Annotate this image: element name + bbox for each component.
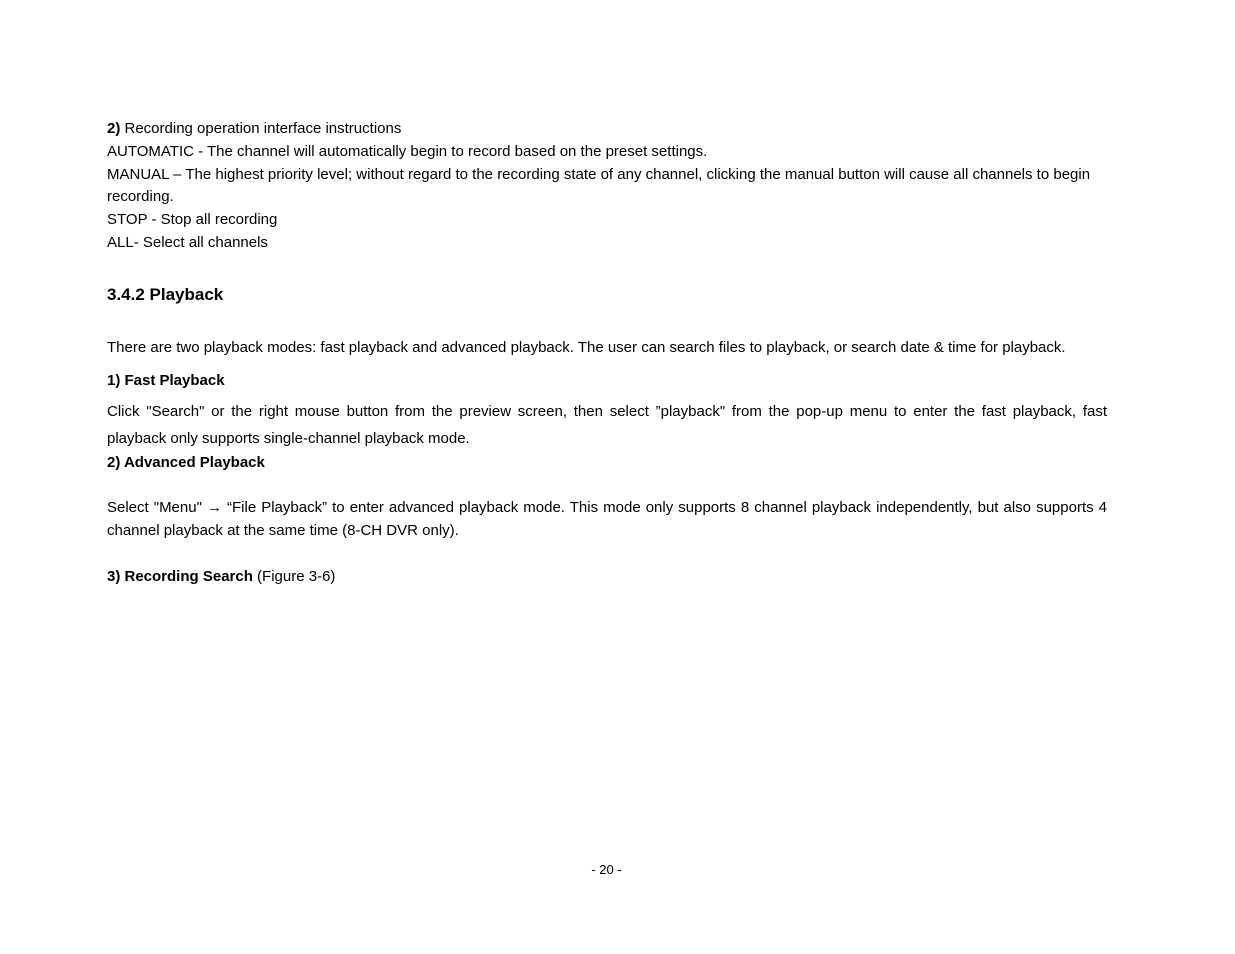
recording-search-line [107, 566, 1107, 589]
all-description: ALL- Select all channels [107, 233, 268, 251]
recording-ops-label [107, 118, 1107, 141]
section-intro: There are two playback modes: fast playback and advanced playback. The user can search files to playback, or search date & time for playback. [107, 338, 1066, 356]
fast-playback-text: Click "Search" or the right mouse button from the preview screen, then select ”playback" from the pop-up menu to enter the fast playback, fast playback only supports single-channel playback mode. [107, 403, 1107, 448]
fast-playback-title: 1) Fast Playback [107, 371, 225, 389]
recording-ops-number: 2) [107, 120, 121, 137]
recording-search-title: 3) Recording Search [107, 567, 253, 585]
section-heading: 3.4.2 Playback [107, 284, 224, 304]
page-number: - 20 - [591, 862, 622, 877]
recording-search-figure-ref: (Figure 3-6) [252, 567, 336, 585]
recording-ops-title: Recording operation interface instructions [120, 120, 402, 137]
document-page [107, 118, 1107, 589]
advanced-playback-text: Select "Menu" → “File Playback” to enter advanced playback mode. This mode only supports 8 channel playback independently, but also supports 4 channel playback at the same time (8-CH DVR only). [107, 499, 1107, 539]
advanced-playback-title: 2) Advanced Playback [107, 454, 265, 472]
automatic-description: AUTOMATIC - The channel will automatically begin to record based on the preset settings. [107, 142, 708, 160]
stop-description: STOP - Stop all recording [107, 211, 278, 229]
manual-description: MANUAL – The highest priority level; without regard to the recording state of any channel, clicking the manual button will cause all channels to begin recording. [107, 165, 1091, 206]
